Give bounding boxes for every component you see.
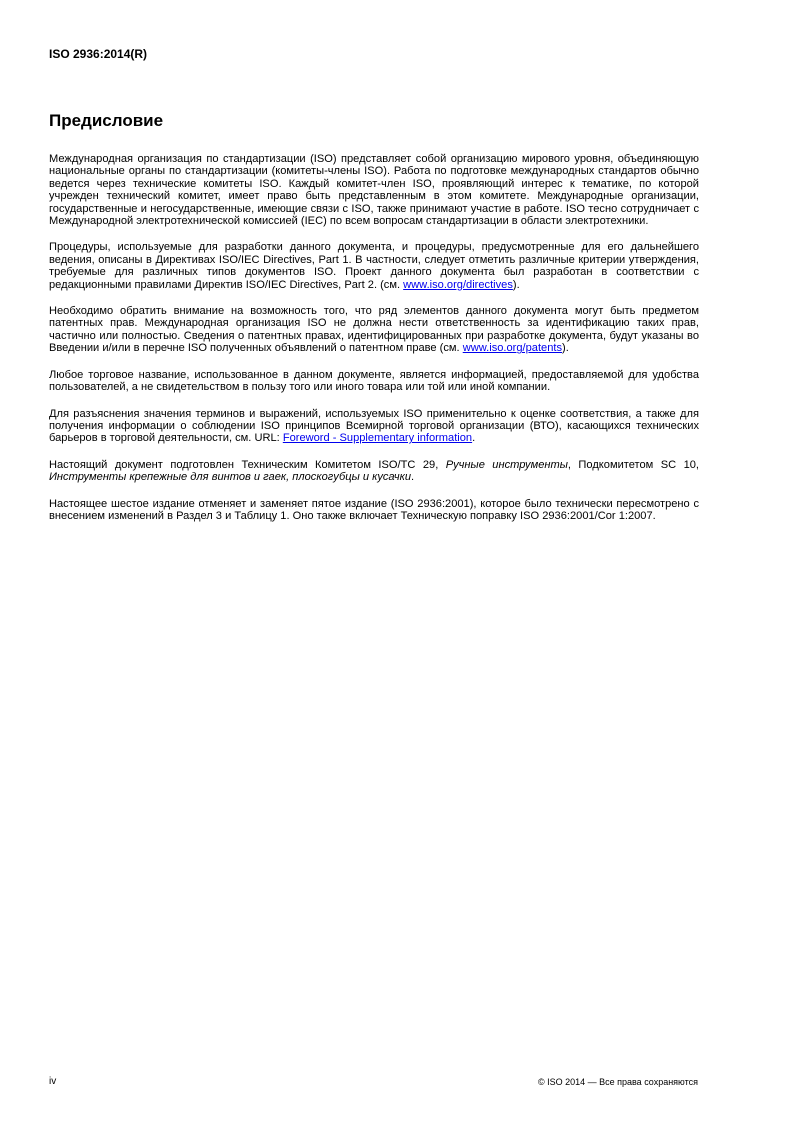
patents-link[interactable]: www.iso.org/patents xyxy=(462,342,562,355)
paragraph-edition xyxy=(49,498,699,523)
paragraph-text: Настоящий документ подготовлен Техническим Комитетом ISO/TC 29, xyxy=(49,458,446,471)
paragraph-trade-names xyxy=(49,369,699,394)
paragraph-patents xyxy=(49,305,699,355)
paragraph-text: Для разъяснения значения терминов и выражений, используемых ISO применительно к оценке соответствия, а также для получения информации о соблюдении ISO принципов Всемирной торговой организации (ВТО), касающихся технических барьеров в торговой деятельности, см. URL: xyxy=(49,407,699,445)
page-number: iv xyxy=(49,1076,57,1087)
page-title: Предисловие xyxy=(49,111,164,130)
paragraph-conformity xyxy=(49,408,699,445)
subcommittee-title: Инструменты крепежные для винтов и гаек, плоскогубцы и кусачки xyxy=(49,471,411,484)
paragraph-text: , Подкомитетом SC 10, xyxy=(567,458,700,471)
paragraph-text: Необходимо обратить внимание на возможность того, что ряд элементов данного документа могут быть предметом патентных прав. Международная организация ISO не должна нести ответственность за идентификацию таких прав, частично или полностью. Сведения о патентных правах, идентифицированных при разработке документа, будут указаны во Введении и/или в перечне ISO полученных объявлений о патентном праве (см. xyxy=(49,305,699,355)
paragraph-text-end: . xyxy=(411,471,415,484)
paragraph-text: Международная организация по стандартизации (ISO) представляет собой организацию мирового уровня, объединяющую национальные органы по стандартизации (комитеты-члены ISO). Работа по подготовке международных стандартов обычно ведется через технические комитеты ISO. Каждый комитет-член ISO, проявляющий интерес к тематике, по которой учрежден технический комитет, имеет право быть представленным в этом комитете. Международные организации, государственные и негосударственные, имеющие связи с ISO, также принимают участие в работе. ISO тесно сотрудничает с Международной электротехнической комиссией (IEC) по всем вопросам стандартизации в области электротехники. xyxy=(49,153,699,228)
paragraph-text-end: . xyxy=(472,432,476,445)
paragraph-text-end: ). xyxy=(512,278,520,291)
paragraph-text-end: ). xyxy=(562,342,569,355)
paragraph-text: Любое торговое название, использованное в данном документе, является информацией, предоставляемой для удобства пользователей, а не свидетельством в пользу того или иного товара или той или иной компании. xyxy=(49,368,699,394)
document-id: ISO 2936:2014(R) xyxy=(49,47,148,61)
paragraph-iso-organization xyxy=(49,153,699,227)
paragraph-text: Процедуры, используемые для разработки данного документа, и процедуры, предусмотренные для его дальнейшего ведения, описаны в Директивах ISO/IEC Directives, Part 1. В частности, следует отметить различные критерии утверждения, требуемые для различных типов документов ISO. Проект данного документа был разработан в соответствии с редакционными правилами Директив ISO/IEC Directives, Part 2. (см. xyxy=(49,241,699,291)
paragraph-committee xyxy=(49,459,699,484)
paragraph-procedures xyxy=(49,241,699,291)
paragraph-text: Настоящее шестое издание отменяет и заменяет пятое издание (ISO 2936:2001), которое было технически пересмотрено с внесением изменений в Раздел 3 и Таблицу 1. Оно также включает Техническую поправку ISO 2936:2001/Cor 1:2007. xyxy=(49,497,699,522)
supplementary-info-link[interactable]: Foreword - Supplementary information xyxy=(282,432,473,445)
directives-link[interactable]: www.iso.org/directives xyxy=(403,278,513,291)
committee-title: Ручные инструменты xyxy=(445,458,568,471)
foreword-body xyxy=(49,153,699,536)
copyright-notice: © ISO 2014 — Все права сохраняются xyxy=(537,1077,698,1087)
